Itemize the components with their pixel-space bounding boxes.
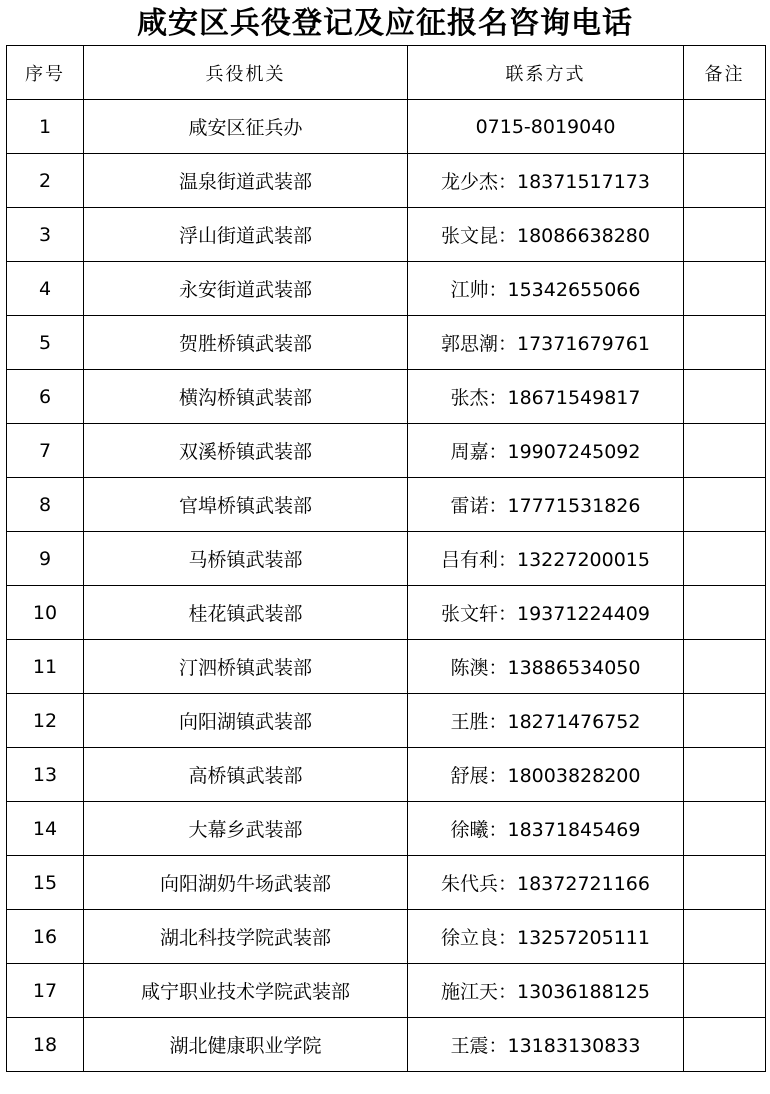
row-index-cell: 6 — [7, 370, 84, 424]
table-row — [7, 964, 766, 1018]
row-index-cell: 18 — [7, 1018, 84, 1072]
row-agency-cell: 浮山街道武装部 — [84, 208, 408, 262]
row-index-cell: 10 — [7, 586, 84, 640]
row-agency-cell: 双溪桥镇武装部 — [84, 424, 408, 478]
table-row — [7, 370, 766, 424]
row-index-cell: 12 — [7, 694, 84, 748]
table-row — [7, 532, 766, 586]
row-contact-cell: 江帅：15342655066 — [408, 262, 684, 316]
row-note-cell — [684, 748, 766, 802]
row-note-cell — [684, 424, 766, 478]
row-agency-cell: 官埠桥镇武装部 — [84, 478, 408, 532]
row-contact-cell: 0715-8019040 — [408, 100, 684, 154]
row-index-cell: 5 — [7, 316, 84, 370]
contact-table — [6, 45, 766, 1072]
row-note-cell — [684, 640, 766, 694]
row-contact-cell: 徐曦：18371845469 — [408, 802, 684, 856]
table-row — [7, 856, 766, 910]
row-index-cell: 8 — [7, 478, 84, 532]
row-index-cell: 3 — [7, 208, 84, 262]
row-contact-cell: 张文昆：18086638280 — [408, 208, 684, 262]
table-row — [7, 154, 766, 208]
table-row — [7, 748, 766, 802]
table-row — [7, 100, 766, 154]
row-agency-cell: 大幕乡武装部 — [84, 802, 408, 856]
table-row — [7, 1018, 766, 1072]
row-note-cell — [684, 1018, 766, 1072]
row-agency-cell: 永安街道武装部 — [84, 262, 408, 316]
row-contact-cell: 陈澳：13886534050 — [408, 640, 684, 694]
row-contact-cell: 施江天：13036188125 — [408, 964, 684, 1018]
row-index-cell: 1 — [7, 100, 84, 154]
table-header-row — [7, 46, 766, 100]
row-index-cell: 17 — [7, 964, 84, 1018]
row-index-cell: 4 — [7, 262, 84, 316]
row-note-cell — [684, 262, 766, 316]
row-contact-cell: 舒展：18003828200 — [408, 748, 684, 802]
table-row — [7, 802, 766, 856]
table-row — [7, 694, 766, 748]
header-note: 备注 — [684, 46, 766, 100]
table-row — [7, 424, 766, 478]
row-agency-cell: 湖北健康职业学院 — [84, 1018, 408, 1072]
row-note-cell — [684, 208, 766, 262]
row-note-cell — [684, 694, 766, 748]
row-index-cell: 11 — [7, 640, 84, 694]
row-index-cell: 16 — [7, 910, 84, 964]
header-agency: 兵役机关 — [84, 46, 408, 100]
header-index: 序号 — [7, 46, 84, 100]
row-agency-cell: 向阳湖镇武装部 — [84, 694, 408, 748]
table-row — [7, 478, 766, 532]
row-agency-cell: 汀泗桥镇武装部 — [84, 640, 408, 694]
row-index-cell: 14 — [7, 802, 84, 856]
row-contact-cell: 王胜：18271476752 — [408, 694, 684, 748]
row-note-cell — [684, 910, 766, 964]
row-contact-cell: 王震：13183130833 — [408, 1018, 684, 1072]
table-row — [7, 208, 766, 262]
row-note-cell — [684, 100, 766, 154]
row-note-cell — [684, 532, 766, 586]
table-row — [7, 640, 766, 694]
row-agency-cell: 马桥镇武装部 — [84, 532, 408, 586]
row-index-cell: 2 — [7, 154, 84, 208]
page-title: 咸安区兵役登记及应征报名咨询电话 — [137, 6, 633, 41]
row-index-cell: 7 — [7, 424, 84, 478]
row-agency-cell: 湖北科技学院武装部 — [84, 910, 408, 964]
row-contact-cell: 周嘉：19907245092 — [408, 424, 684, 478]
row-contact-cell: 龙少杰：18371517173 — [408, 154, 684, 208]
row-note-cell — [684, 370, 766, 424]
row-contact-cell: 郭思潮：17371679761 — [408, 316, 684, 370]
row-agency-cell: 咸安区征兵办 — [84, 100, 408, 154]
row-agency-cell: 温泉街道武装部 — [84, 154, 408, 208]
row-agency-cell: 咸宁职业技术学院武装部 — [84, 964, 408, 1018]
row-note-cell — [684, 802, 766, 856]
row-agency-cell: 向阳湖奶牛场武装部 — [84, 856, 408, 910]
row-index-cell: 13 — [7, 748, 84, 802]
table-row — [7, 910, 766, 964]
row-agency-cell: 桂花镇武装部 — [84, 586, 408, 640]
row-contact-cell: 朱代兵：18372721166 — [408, 856, 684, 910]
row-agency-cell: 贺胜桥镇武装部 — [84, 316, 408, 370]
row-contact-cell: 雷诺：17771531826 — [408, 478, 684, 532]
table-row — [7, 316, 766, 370]
table-body — [7, 100, 766, 1072]
row-note-cell — [684, 856, 766, 910]
row-note-cell — [684, 478, 766, 532]
row-note-cell — [684, 154, 766, 208]
row-agency-cell: 高桥镇武装部 — [84, 748, 408, 802]
row-note-cell — [684, 964, 766, 1018]
table-row — [7, 262, 766, 316]
row-note-cell — [684, 586, 766, 640]
row-index-cell: 9 — [7, 532, 84, 586]
header-contact: 联系方式 — [408, 46, 684, 100]
row-agency-cell: 横沟桥镇武装部 — [84, 370, 408, 424]
row-note-cell — [684, 316, 766, 370]
row-contact-cell: 张杰：18671549817 — [408, 370, 684, 424]
row-contact-cell: 张文轩：19371224409 — [408, 586, 684, 640]
row-contact-cell: 徐立良：13257205111 — [408, 910, 684, 964]
row-index-cell: 15 — [7, 856, 84, 910]
table-row — [7, 586, 766, 640]
row-contact-cell: 吕有利：13227200015 — [408, 532, 684, 586]
